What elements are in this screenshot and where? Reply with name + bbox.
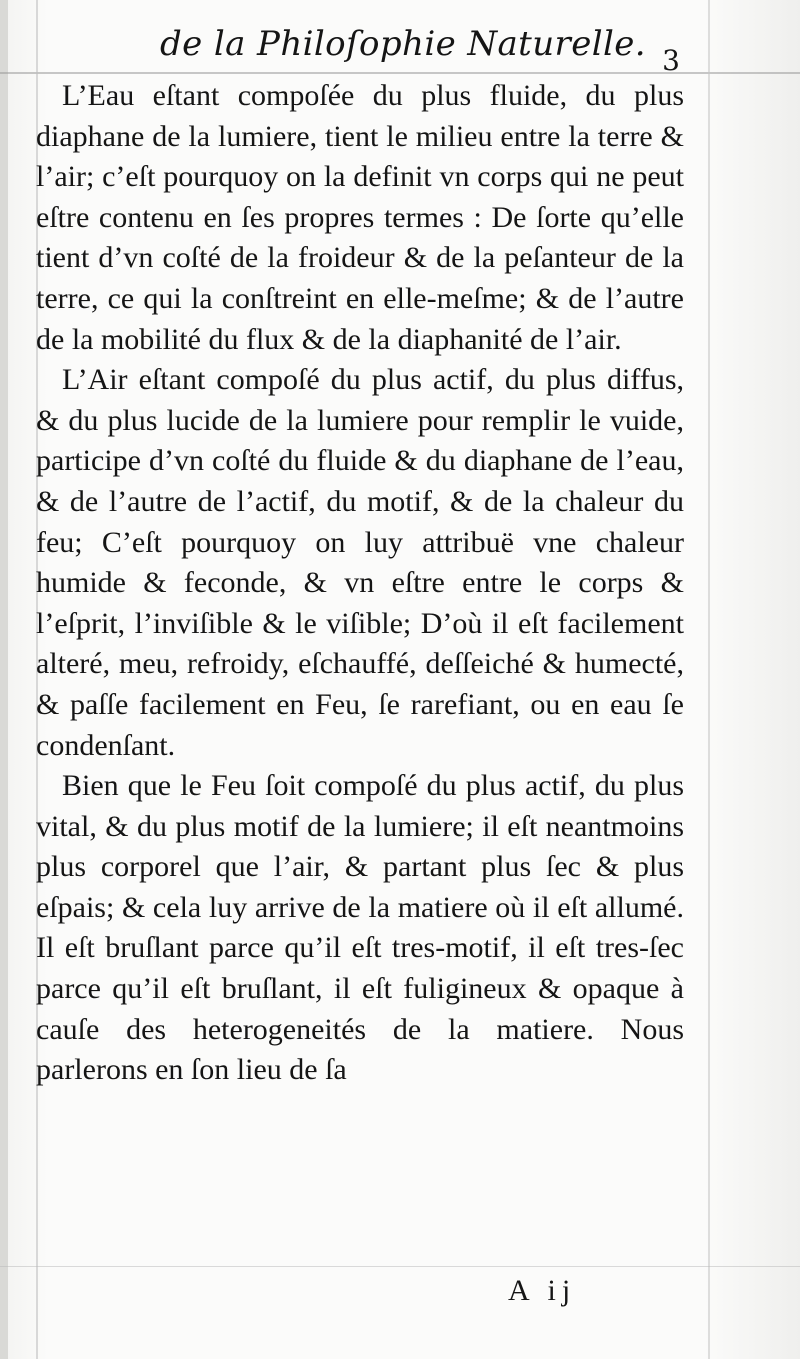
signature-mark: A ij xyxy=(508,1274,577,1307)
running-title: de la Philoſophie Naturelle. xyxy=(160,24,646,64)
paragraph-water: L’Eau eſtant compoſée du plus fluide, du plus diaphane de la lumiere, tient le milieu entre la terre & l’air; c’eſt pourquoy on la definit vn corps qui ne peut eſtre contenu en ſes propres termes : De ſorte qu’elle tient d’vn coſté de la froideur & de la peſanteur de la terre, ce qui la conſtreint en elle-meſme; & de l’autre de la mobilité du flux & de la diaphanité de l’air. xyxy=(36,79,684,356)
page-number: 3 xyxy=(662,44,680,77)
body-text xyxy=(36,76,684,1091)
header-rule xyxy=(0,72,800,74)
right-margin-line xyxy=(708,0,710,1359)
page-footer xyxy=(0,1266,800,1359)
paragraph-air: L’Air eſtant compoſé du plus actif, du plus diffus, & du plus lucide de la lumiere pour remplir le vuide, participe d’vn coſté du fluide & du diaphane de l’eau, & de l’autre de l’actif, du motif, & de la chaleur du feu; C’eſt pourquoy on luy attribuë vne chaleur humide & feconde, & vn eſtre entre le corps & l’eſprit, l’inviſible & le viſible; D’où il eſt facilement alteré, meu, refroidy, eſchauffé, deſſeiché & humecté, & paſſe facilement en Feu, ſe rarefiant, ou en eau ſe condenſant. xyxy=(36,363,684,762)
paragraph-fire: Bien que le Feu ſoit compoſé du plus actif, du plus vital, & du plus motif de la lumiere; il eſt neantmoins plus corporel que l’air, & partant plus ſec & plus eſpais; & cela luy arrive de la matiere où il eſt allumé. Il eſt bruſlant parce qu’il eſt tres-motif, il eſt tres-ſec parce qu’il eſt bruſlant, il eſt fuligineux & opaque à cauſe des heterogeneités de la matiere. Nous parlerons en ſon lieu de ſa xyxy=(36,769,684,1087)
page-gutter xyxy=(0,0,8,1359)
page-header xyxy=(160,16,700,77)
